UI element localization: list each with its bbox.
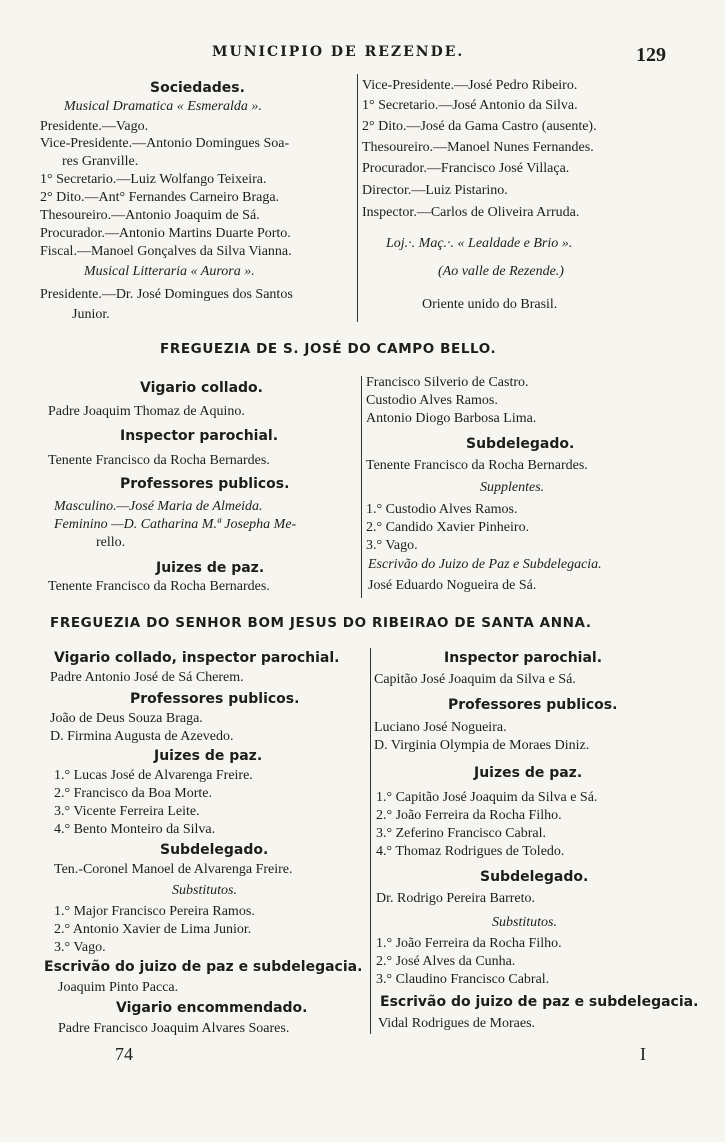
- text-line: Procurador.—Francisco José Villaça.: [362, 161, 570, 176]
- text-line: 2° Dito.—José da Gama Castro (ausente).: [362, 119, 597, 134]
- text-line: 2° Dito.—Ant° Fernandes Carneiro Braga.: [40, 190, 280, 205]
- subheading: Vigario collado, inspector parochial.: [54, 650, 340, 666]
- footer-signature-mark: I: [640, 1044, 646, 1064]
- text-line: Musical Litteraria « Aurora ».: [84, 264, 255, 279]
- text-line: Presidente.—Vago.: [40, 119, 149, 134]
- subheading: Juizes de paz.: [156, 560, 265, 576]
- column-divider: [361, 376, 362, 598]
- subheading: Professores publicos.: [120, 476, 290, 492]
- text-line: Tenente Francisco da Rocha Bernardes.: [48, 579, 270, 594]
- text-line: 2.° Francisco da Boa Morte.: [54, 786, 213, 801]
- text-line: D. Virginia Olympia de Moraes Diniz.: [374, 738, 590, 753]
- subheading: Juizes de paz.: [154, 748, 263, 764]
- text-line: 3.° Vago.: [54, 940, 106, 955]
- text-line: Inspector.—Carlos de Oliveira Arruda.: [362, 205, 580, 220]
- text-line: D. Firmina Augusta de Azevedo.: [50, 729, 234, 744]
- text-line: 4.° Thomaz Rodrigues de Toledo.: [376, 844, 565, 859]
- text-line: Substitutos.: [492, 915, 557, 930]
- text-line: (Ao valle de Rezende.): [438, 264, 564, 279]
- text-line: 2.° Antonio Xavier de Lima Junior.: [54, 922, 252, 937]
- text-line: Padre Francisco Joaquim Alvares Soares.: [58, 1021, 290, 1036]
- text-line: Antonio Diogo Barbosa Lima.: [366, 411, 537, 426]
- text-line: Oriente unido do Brasil.: [422, 297, 558, 312]
- text-line: 3.° Zeferino Francisco Cabral.: [376, 826, 547, 841]
- text-line: Francisco Silverio de Castro.: [366, 375, 529, 390]
- text-line: Tenente Francisco da Rocha Bernardes.: [48, 453, 270, 468]
- column-divider: [357, 74, 358, 322]
- text-line: Luciano José Nogueira.: [374, 720, 507, 735]
- text-line: 3.° Vago.: [366, 538, 418, 553]
- text-line: Thesoureiro.—Manoel Nunes Fernandes.: [362, 140, 594, 155]
- page-title: MUNICIPIO DE REZENDE.: [212, 44, 465, 60]
- text-line: Masculino.—José Maria de Almeida.: [54, 499, 263, 514]
- text-line: 3.° Claudino Francisco Cabral.: [376, 972, 550, 987]
- text-line: 1° Secretario.—Luiz Wolfango Teixeira.: [40, 172, 267, 187]
- subheading: Escrivão do juizo de paz e subdelegacia.: [44, 959, 363, 975]
- subheading: Vigario collado.: [140, 380, 263, 396]
- text-line: Thesoureiro.—Antonio Joaquim de Sá.: [40, 208, 260, 223]
- section-title-santa-anna: FREGUEZIA DO SENHOR BOM JESUS DO RIBEIRAO DE SANTA ANNA.: [50, 615, 592, 631]
- footer-page-number: 74: [115, 1044, 133, 1064]
- text-line: 1.° Custodio Alves Ramos.: [366, 502, 518, 517]
- subheading: Subdelegado.: [480, 869, 589, 885]
- text-line: Fiscal.—Manoel Gonçalves da Silva Vianna.: [40, 244, 292, 259]
- page-number: 129: [636, 44, 666, 66]
- text-line: 1.° João Ferreira da Rocha Filho.: [376, 936, 562, 951]
- subheading: Vigario encommendado.: [116, 1000, 308, 1016]
- text-line: 1.° Capitão José Joaquim da Silva e Sá.: [376, 790, 598, 805]
- text-line: Loj.·. Maç.·. « Lealdade e Brio ».: [386, 236, 573, 251]
- section-title-campo-bello: FREGUEZIA DE S. JOSÉ DO CAMPO BELLO.: [160, 341, 497, 357]
- text-line: rello.: [96, 535, 126, 550]
- subheading: Subdelegado.: [466, 436, 575, 452]
- text-line: José Eduardo Nogueira de Sá.: [368, 578, 537, 593]
- text-line: Musical Dramatica « Esmeralda ».: [64, 99, 262, 114]
- text-line: Dr. Rodrigo Pereira Barreto.: [376, 891, 536, 906]
- subheading: Inspector parochial.: [444, 650, 603, 666]
- text-line: Padre Antonio José de Sá Cherem.: [50, 670, 244, 685]
- text-line: João de Deus Souza Braga.: [50, 711, 203, 726]
- subheading: Juizes de paz.: [474, 765, 583, 781]
- subheading: Professores publicos.: [448, 697, 618, 713]
- text-line: 1° Secretario.—José Antonio da Silva.: [362, 98, 578, 113]
- text-line: Vice-Presidente.—José Pedro Ribeiro.: [362, 78, 578, 93]
- text-line: Director.—Luiz Pistarino.: [362, 183, 508, 198]
- column-divider: [370, 648, 371, 1034]
- text-line: 1.° Lucas José de Alvarenga Freire.: [54, 768, 253, 783]
- subheading: Escrivão do juizo de paz e subdelegacia.: [380, 994, 699, 1010]
- text-line: 2.° José Alves da Cunha.: [376, 954, 516, 969]
- text-line: Vice-Presidente.—Antonio Domingues Soa-: [40, 136, 290, 151]
- text-line: res Granville.: [62, 154, 139, 169]
- text-line: Vidal Rodrigues de Moraes.: [378, 1016, 536, 1031]
- text-line: Junior.: [72, 307, 110, 322]
- text-line: 3.° Vicente Ferreira Leite.: [54, 804, 200, 819]
- text-line: Supplentes.: [480, 480, 545, 495]
- subheading: Subdelegado.: [160, 842, 269, 858]
- text-line: Presidente.—Dr. José Domingues dos Santos: [40, 287, 293, 302]
- text-line: Feminino —D. Catharina M.ª Josepha Me-: [54, 517, 297, 532]
- text-line: 4.° Bento Monteiro da Silva.: [54, 822, 216, 837]
- subheading: Sociedades.: [150, 80, 245, 96]
- text-line: Procurador.—Antonio Martins Duarte Porto.: [40, 226, 291, 241]
- text-line: 1.° Major Francisco Pereira Ramos.: [54, 904, 255, 919]
- text-line: Ten.-Coronel Manoel de Alvarenga Freire.: [54, 862, 293, 877]
- text-line: Escrivão do Juizo de Paz e Subdelegacia.: [368, 557, 602, 572]
- text-line: 2.° João Ferreira da Rocha Filho.: [376, 808, 562, 823]
- text-line: Joaquim Pinto Pacca.: [58, 980, 179, 995]
- text-line: Capitão José Joaquim da Silva e Sá.: [374, 672, 576, 687]
- text-line: Tenente Francisco da Rocha Bernardes.: [366, 458, 588, 473]
- text-line: Substitutos.: [172, 883, 237, 898]
- text-line: Custodio Alves Ramos.: [366, 393, 498, 408]
- subheading: Professores publicos.: [130, 691, 300, 707]
- text-line: 2.° Candido Xavier Pinheiro.: [366, 520, 530, 535]
- subheading: Inspector parochial.: [120, 428, 279, 444]
- text-line: Padre Joaquim Thomaz de Aquino.: [48, 404, 245, 419]
